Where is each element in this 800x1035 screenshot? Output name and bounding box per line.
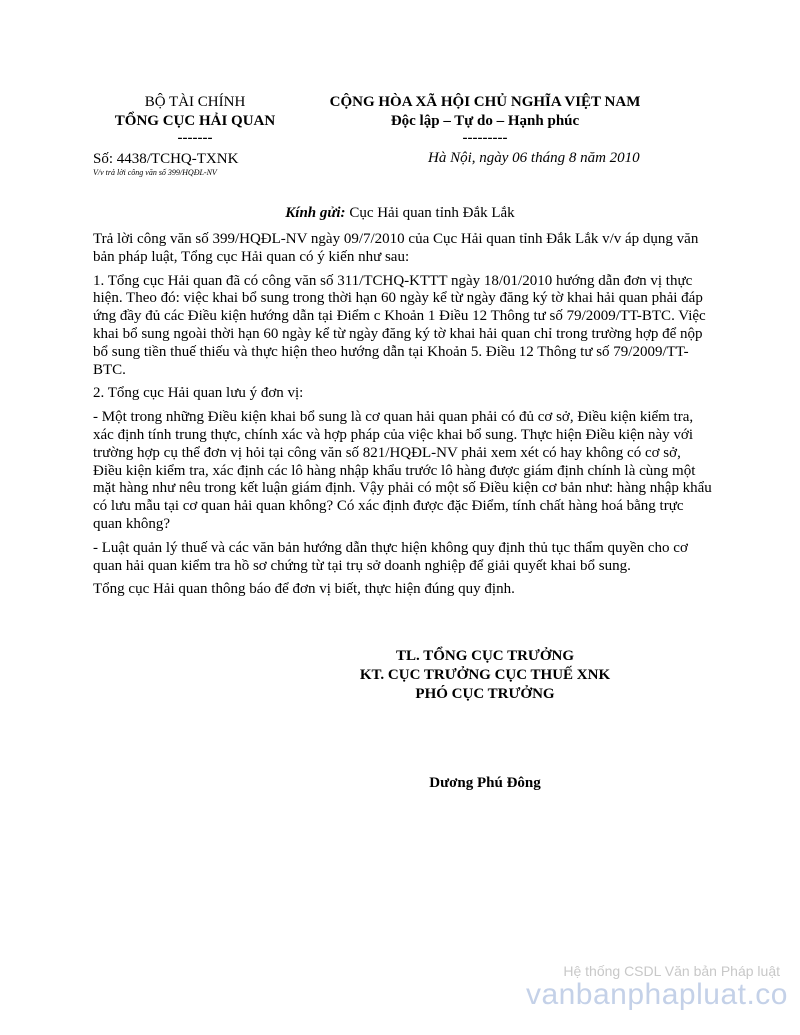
document-number: Số: 4438/TCHQ-TXNK — [93, 151, 239, 167]
paragraph-2a: - Một trong những Điều kiện khai bổ sung là cơ quan hải quan phải có đủ cơ sở, Điều kiện kiểm tra, xác định tính trung thực, chính xác và hợp pháp của việc khai bổ sung. Thực hiện Điều kiện này với trường hợp cụ thể đơn vị hỏi tại công văn số 821/HQĐL-NV phải xem xét có hay không có cơ sở, Điều kiện kiểm tra, xác định các lô hàng nhập khẩu trước lô hàng được giám định chính là cùng một mặt hàng như nêu trong kết luận giám định. Vậy phải có một số Điều kiện cơ bản như: hàng nhập khẩu có lưu mẫu tại cơ quan hải quan không? Có xác định được đặc Điểm, tính chất hàng hoá bằng trực quan không? — [93, 409, 712, 532]
document-subject: V/v trả lời công văn số 399/HQĐL-NV — [93, 168, 217, 177]
watermark-caption: Hệ thống CSDL Văn bản Pháp luật — [563, 963, 780, 979]
country-name: CỘNG HÒA XÃ HỘI CHỦ NGHĨA VIỆT NAM — [329, 94, 641, 110]
paragraph-1: 1. Tổng cục Hải quan đã có công văn số 311/TCHQ-KTTT ngày 18/01/2010 hướng dẫn đơn vị thực hiện. Theo đó: việc khai bổ sung trong thời hạn 60 ngày kể từ ngày đăng ký tờ khai hải quan phải đáp ứng đầy đủ các Điều kiện hướng dẫn tại Điểm c Khoản 1 Điều 12 Thông tư số 79/2009/TT-BTC. Việc khai bổ sung ngoài thời hạn 60 ngày kể từ ngày đăng ký tờ khai hải quan chỉ trong trường hợp để nộp bổ sung tiền thuế thiếu và thực hiện theo hướng dẫn tại Khoản 5. Điều 12 Thông tư số 79/2009/TT-BTC. — [93, 272, 706, 378]
left-separator: ------- — [177, 130, 213, 146]
issuer-block — [80, 93, 310, 145]
ministry-name: BỘ TÀI CHÍNH — [144, 94, 246, 110]
signer-name: Dương Phú Đông — [429, 775, 541, 791]
paragraph-intro: Trả lời công văn số 399/HQĐL-NV ngày 09/7/2010 của Cục Hải quan tỉnh Đắk Lắk v/v áp dụng văn bản pháp luật, Tổng cục Hải quan có ý kiến như sau: — [93, 231, 699, 265]
signature-block — [300, 647, 670, 704]
right-separator: --------- — [462, 130, 508, 146]
department-name: TỔNG CỤC HẢI QUAN — [114, 113, 276, 129]
recipient-label: Kính gửi: — [285, 205, 346, 221]
signature-line-2: KT. CỤC TRƯỞNG CỤC THUẾ XNK — [359, 667, 611, 683]
national-header — [300, 93, 670, 145]
paragraph-2b: - Luật quản lý thuế và các văn bản hướng dẫn thực hiện không quy định thủ tục thẩm quyền cho cơ quan hải quan kiểm tra hồ sơ chứng từ tại trụ sở doanh nghiệp để giải quyết khai bổ sung. — [93, 539, 688, 574]
paragraph-closing: Tổng cục Hải quan thông báo để đơn vị biết, thực hiện đúng quy định. — [93, 581, 515, 598]
document-date: Hà Nội, ngày 06 tháng 8 năm 2010 — [428, 150, 640, 166]
recipient-line — [0, 205, 800, 222]
recipient-name: Cục Hải quan tỉnh Đắk Lắk — [349, 205, 515, 221]
motto: Độc lập – Tự do – Hạnh phúc — [390, 113, 580, 129]
document-body — [93, 231, 713, 605]
watermark-site: vanbanphapluat.co — [525, 978, 788, 1011]
signature-line-3: PHÓ CỤC TRƯỞNG — [415, 686, 555, 702]
paragraph-2: 2. Tổng cục Hải quan lưu ý đơn vị: — [93, 385, 304, 402]
signature-line-1: TL. TỔNG CỤC TRƯỞNG — [395, 648, 575, 664]
